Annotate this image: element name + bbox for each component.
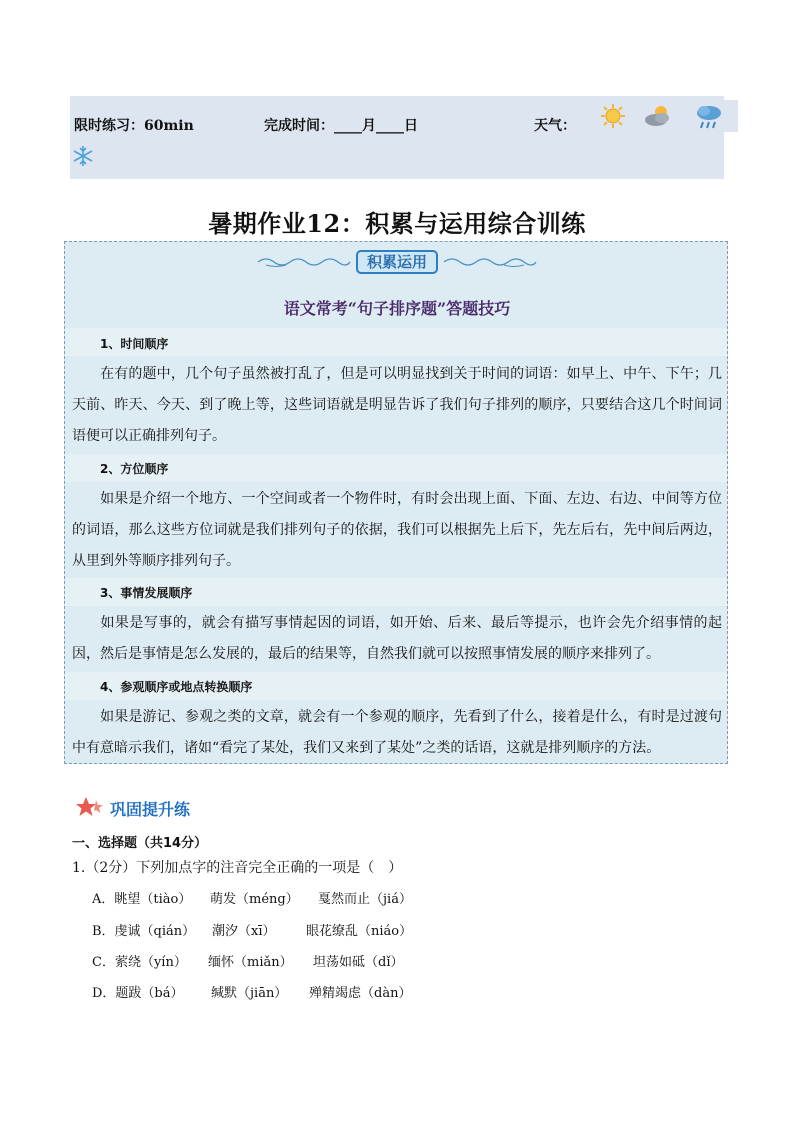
box-subtitle: 语文常考“句子排序题”答题技巧 (283, 299, 511, 318)
option-c[interactable]: C．萦绕（yín） 缅怀（miǎn） 坦荡如砥（dǐ） (92, 955, 404, 970)
practice-section-title: 巩固提升练 (110, 800, 191, 819)
section-text: 在有的题中，几个句子虽然被打乱了，但是可以明显找到关于时间的词语：如早上、中午、下午；几天前、昨天、今天、到了晚上等，这些词语就是明显告诉了我们句子排列的顺序，只要结合这几个时间词语便可以正确排列句子。 (72, 366, 722, 444)
section-heading: 4、参观顺序或地点转换顺序 (100, 680, 253, 694)
finish-time: 完成时间：____月____日 (264, 118, 418, 134)
section-text: 如果是介绍一个地方、一个空间或者一个物件时，有时会出现上面、下面、左边、右边、中间等方位的词语，那么这些方位词就是我们排列句子的依据，我们可以根据先上后下，先左后右，先中间后两边，从里到外等顺序排列句子。 (72, 491, 722, 569)
option-a[interactable]: A．眺望（tiào） 萌发（méng） 戛然而止（jiá） (92, 892, 412, 907)
option-b[interactable]: B．虔诚（qián） 潮汐（xī） 眼花缭乱（niáo） (92, 924, 413, 939)
sun-icon (599, 103, 627, 129)
page-title: 暑期作业12：积累与运用综合训练 (208, 209, 586, 238)
time-limit: 限时练习：60min (74, 118, 194, 134)
section-badge: 积累运用 (356, 250, 438, 274)
question-type: 一、选择题（共14分） (72, 836, 208, 851)
snowflake-icon (72, 145, 94, 167)
wave-ornament-right (442, 254, 538, 270)
cloudy-icon (643, 103, 673, 129)
star-icon (76, 796, 104, 818)
section-text: 如果是写事的，就会有描写事情起因的词语，如开始、后来、最后等提示，也许会先介绍事情的起因，然后是事情是怎么发展的，最后的结果等，自然我们就可以按照事情发展的顺序来排列了。 (72, 615, 722, 662)
wave-ornament-left (256, 254, 352, 270)
weather-label: 天气： (534, 118, 576, 134)
section-heading: 3、事情发展顺序 (100, 586, 193, 600)
header-tab (724, 100, 738, 132)
section-text: 如果是游记、参观之类的文章，就会有一个参观的顺序，先看到了什么，接着是什么，有时是过渡句中有意暗示我们，诸如“看完了某处，我们又来到了某处”之类的话语，这就是排列顺序的方法。 (72, 709, 722, 756)
option-d[interactable]: D．题跋（bá） 缄默（jiān） 殚精竭虑（dàn） (92, 986, 412, 1001)
question-stem: 1.（2分）下列加点字的注音完全正确的一项是（ ） (72, 860, 403, 876)
section-heading: 1、时间顺序 (100, 337, 169, 351)
section-heading: 2、方位顺序 (100, 462, 169, 476)
rain-icon (695, 103, 723, 131)
